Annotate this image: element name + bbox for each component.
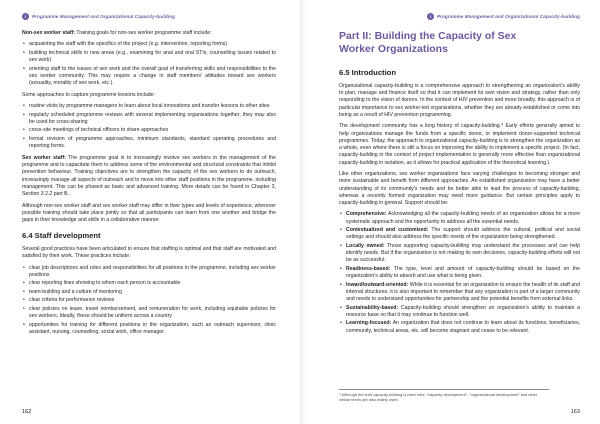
list-item-lead: Contextualized and customized: [346,227,429,234]
bullet-list-lessons [22,103,276,150]
page-number: 163 [570,409,580,415]
paragraph: Organizational capacity-building is a comprehensive approach to strengthening an organization's ability to plan, manage and finance itself so that it can implement its own vision and strategy, rather than only responding to the vision of donors. In the context of HIV prevention and more broadly, this approach is of particular importance to sex worker-led organizations, whether they are already established or come into being as a result of HIV prevention programming. [339,82,580,118]
list-item: • clear criteria for performance reviews [22,297,276,304]
list-item [339,282,580,304]
right-page-body [339,68,580,335]
list-item [339,266,580,281]
list-item-text: Those supporting capacity-building may understand the processes and can help identify needs. But if the organization is not making its own decisions, capacity-building efforts will not be as successful. [346,242,580,264]
list-item [339,305,580,320]
list-item: • clear reporting lines showing to whom each person is accountable [22,280,276,287]
list-item-text: An organization that does not continue to learn about its functions, beneficiaries, community, technical areas, etc. will become stagnant and cease to be relevant. [346,320,580,334]
bullet-list-nonsw [22,41,276,87]
left-page-body [22,30,276,336]
list-item: • clear policies on leave, travel reimbursement, and remuneration for work, including equitable policies for sex workers. Ideally, these should be uniform across a country [22,306,276,321]
running-header-title: Programme Management and Organizational Capacity-building [436,14,580,19]
list-item: • clear job descriptions and roles and responsibilities for all positions in the programme, including sex worker positions [22,265,276,280]
list-item: • acquainting the staff with the specifics of the project (e.g. intervention, reporting forms) [22,41,276,48]
list-item [339,211,580,226]
part-title: Part II: Building the Capacity of Sex Worker Organizations [339,30,517,56]
list-item: • team-building and a culture of mentoring [22,289,276,296]
list-item-lead: Sustainability-based: [346,304,399,311]
paragraph-staff-dev-intro: Several good practices have been articulated to ensure that staffing is optimal and that staff are motivated and satisfied by their work. These practices include: [22,246,276,260]
page-number: 162 [22,409,32,415]
list-item: • formal revision of programme approaches, minimum standards, standard operating procedures and reporting forms. [22,136,276,151]
bullet-list-staff-dev [22,265,276,336]
paragraph: The development community has a long history of capacity-building.⁹ Early efforts generally aimed to help organizations manage the funds from a specific donor, or implement donor-supported technical programmes. Today, the approach to organizational capacity-building is to strengthen the organization as a whole, even where there is still a focus on improving the ability to implement a specific project. (In fact, capacity-building in the context of project implementation is generally more effective than organizational capacity-building in isolation, as it allows for practical application of the theoretical learning.) [339,123,580,166]
paragraph-lessons-intro: Some approaches to capture programme lessons include: [22,91,155,98]
list-item [339,320,580,335]
paragraph-nonsw-intro [22,30,276,37]
list-item-text: The support should address the cultural, political and social settings and should also address the specific needs of the organization being strengthened. [346,227,580,241]
list-item-lead: Locally owned: [346,242,385,249]
info-icon: i [22,13,29,20]
list-item-text: Acknowledging all the capacity-building needs of an organization allows for a more systematic approach and the opportunity to address all the essential needs. [346,211,580,225]
info-icon: i [427,13,434,20]
list-item: • orienting staff to the issues of sex work and the overall goal of transferring skills and responsibilities to the sex worker community. This may require a change in staff members' attitudes toward sex workers (sexuality, morality of sex work, etc.). [22,66,276,88]
section-heading-staff-development: 6.4 Staff development [22,231,101,241]
list-item-text: Capacity-building should strengthen an organization's ability to maintain a resource base so that it may continue to function well. [346,304,580,318]
paragraph-text: The programme goal is to increasingly involve sex workers in the management of the programme and to capacitate them to address some of the environmental and structural constraints that inhibit prevention behaviour. Training objectives are to strengthen the capacity of the sex workers to do outreach, increasingly manage all aspects of outreach and to move into other staff positions in the programme, including management. This can be phased as basic and advanced training. More details can be found in Chapter 3, Section 3.2.2 part B. [22,154,276,198]
list-item: • opportunities for training for different positions in the organization, such as outreach supervisor, clinic assistant, nursing, counselling, social work, office manager. [22,322,276,337]
paragraph-sw [22,155,276,199]
list-item: • cross-site meetings of technical officers to share approaches [22,127,276,134]
running-header-title: Programme Management and Organizational Capacity-building [32,14,176,19]
page-right [300,0,600,424]
paragraph-lead: Non-sex worker staff: [22,30,76,36]
list-item-lead: Inward/outward-oriented: [346,281,409,288]
list-item: • building technical skills in new areas (e.g., examining for anal and oral STIs, counselling issues related to sex work) [22,50,276,65]
list-item-text: The type, level and amount of capacity-building should be based on the organization's ability to absorb and use what is being given. [346,265,580,280]
running-header-left [22,13,276,20]
list-item-lead: Learning-focused: [346,320,392,327]
footnote: ⁹ Although the term capacity-building is used here, "capacity development", "organizational development" and other similar terms are also widely used. [339,389,549,402]
list-item: • regularly scheduled programme reviews with several implementing organizations together; they may also be used for cross-sharing [22,112,276,127]
paragraph-text: Training goals for non-sex worker programme staff include: [76,30,212,36]
list-item-lead: Readiness-based: [346,265,391,272]
paragraph-lead: Sex worker staff: [22,154,66,161]
list-item-lead: Comprehensive: [346,211,387,218]
list-item [339,243,580,265]
paragraph-joint-training: Although non-sex worker staff and sex worker staff may differ in their types and levels of experience, wherever possible training should take place jointly so that all participants can learn from one another and bridge the gaps in their knowledge and skills in a collaborative manner. [22,202,276,224]
paragraph: Like other organizations, sex worker organizations face varying challenges to becoming stronger and more sustainable and benefit from different approaches. An established organization may have a better understanding of its community's needs and be better able to lead the process of capacity-building, whereas a recently formed organization may need more guidance. But certain principles apply to capacity-building in general. Support should be: [339,170,580,207]
list-item-text: While it is essential for an organization to ensure the health of its staff and internal structures, it is also important to remember that any organization is part of a larger community and needs to understand opportunities for partnership and the potential benefits from external links. [346,281,580,303]
bullet-list-principles [339,211,580,335]
list-item: • routine visits by programme managers to learn about local innovations and transfer lessons to other sites [22,103,276,110]
list-item [339,227,580,242]
running-header-right [339,13,580,20]
section-heading-introduction: 6.5 Introduction [339,68,396,78]
